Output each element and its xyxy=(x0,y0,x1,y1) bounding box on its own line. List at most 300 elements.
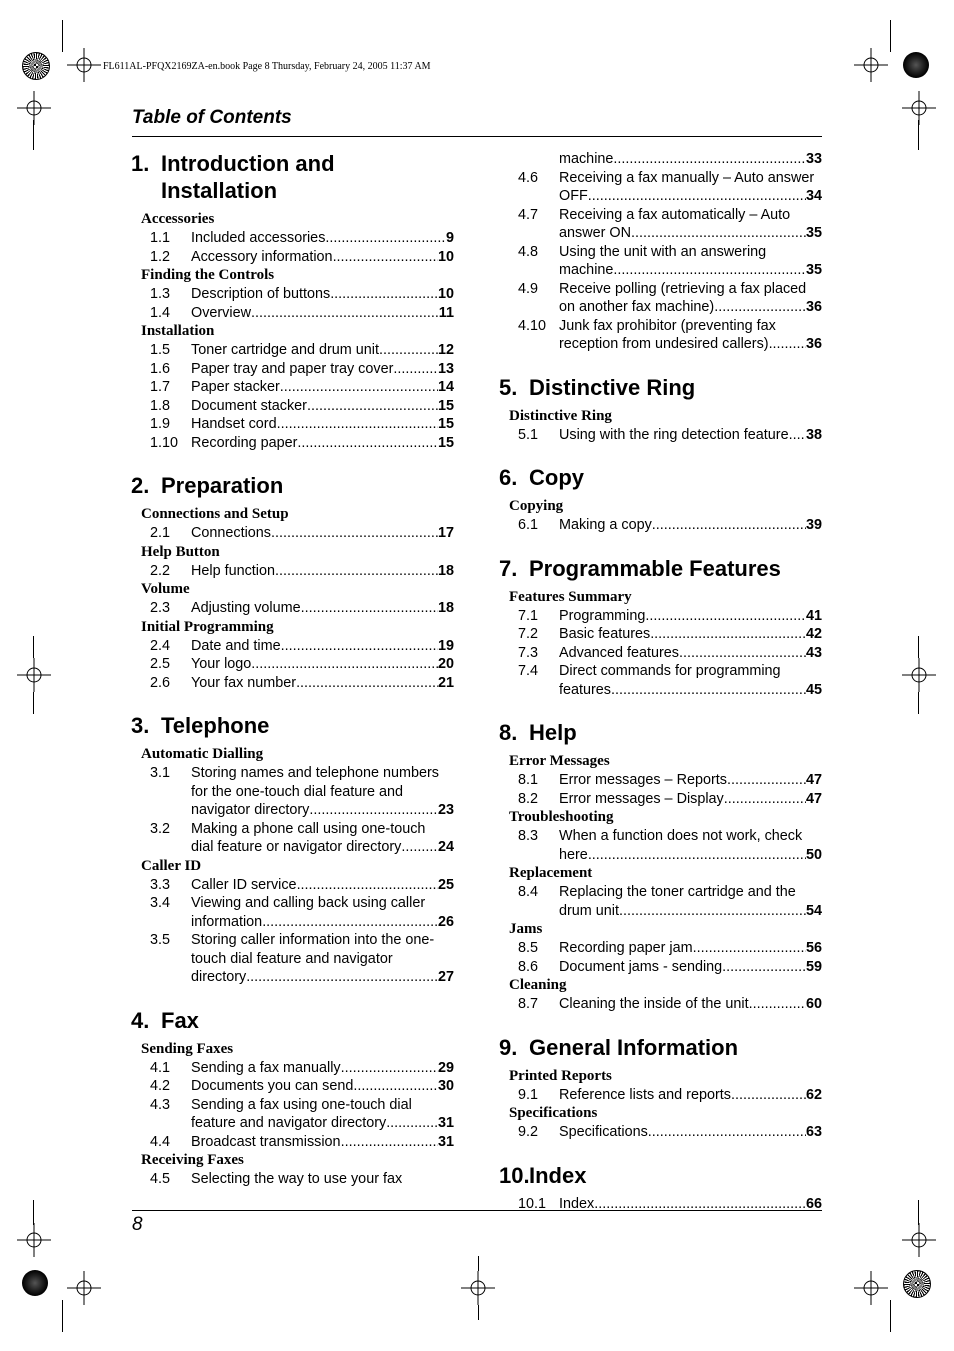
entry-number: 1.1 xyxy=(150,230,171,246)
crosshair-target-icon xyxy=(902,658,936,692)
entry-title: Included accessories xyxy=(191,230,326,246)
entry-line xyxy=(559,958,822,977)
entry-title: Accessory information xyxy=(191,248,333,265)
entry-title: Connections xyxy=(191,525,271,541)
dot-leader xyxy=(679,644,806,663)
dot-leader xyxy=(650,625,806,644)
toc-entry[interactable] xyxy=(499,1195,822,1214)
toc-entry[interactable] xyxy=(131,304,454,323)
entry-line xyxy=(191,838,454,857)
entry-title: Making a phone call using one-touch xyxy=(191,820,426,837)
entry-page: 36 xyxy=(805,336,822,352)
crosshair-target-icon xyxy=(902,1223,936,1257)
dot-leader xyxy=(619,902,806,921)
chapter-heading xyxy=(499,555,822,582)
entry-number: 9.1 xyxy=(518,1086,539,1103)
chapter-heading xyxy=(131,712,454,739)
entry-title: Broadcast transmission xyxy=(191,1133,341,1150)
section-heading: Connections and Setup xyxy=(141,506,289,522)
page-number: 8 xyxy=(132,1214,143,1235)
entry-title: for the one-touch dial feature and xyxy=(191,783,404,800)
entry-line xyxy=(559,261,822,280)
toc-entry[interactable] xyxy=(499,426,822,445)
toc-entry[interactable] xyxy=(131,229,454,248)
entry-line xyxy=(191,894,454,913)
dot-leader xyxy=(246,968,438,987)
entry-number: 8.6 xyxy=(518,958,539,975)
entry-page: 29 xyxy=(437,1059,454,1076)
entry-line xyxy=(559,771,822,790)
entry-page: 50 xyxy=(805,846,822,863)
entry-title: Sending a fax using one-touch dial xyxy=(191,1096,412,1113)
entry-title: Replacing the toner cartridge and the xyxy=(559,884,796,900)
entry-number: 1.8 xyxy=(150,397,171,414)
print-info: FL611AL-PFQX2169ZA-en.book Page 8 Thursday, February 24, 2005 11:37 AM xyxy=(103,61,431,72)
section-heading: Accessories xyxy=(141,211,215,227)
dot-leader xyxy=(393,360,438,379)
entry-line xyxy=(191,820,454,839)
entry-page: 45 xyxy=(805,681,822,698)
entry-line xyxy=(191,360,454,379)
entry-number: 3.2 xyxy=(150,820,171,837)
entry-title: Programming xyxy=(559,607,646,624)
entry-line xyxy=(191,950,454,969)
entry-title: OFF xyxy=(559,188,588,204)
entry-line xyxy=(559,790,822,809)
entry-number: 4.7 xyxy=(518,206,539,223)
entry-line xyxy=(559,187,822,206)
page-header-title: Table of Contents xyxy=(132,107,292,128)
crop-mark xyxy=(918,120,919,150)
toc-entry[interactable] xyxy=(499,939,822,958)
entry-page: 42 xyxy=(805,626,822,642)
entry-page: 36 xyxy=(805,299,822,315)
entry-number: 4.9 xyxy=(518,280,539,297)
entry-title: Using the unit with an answering xyxy=(559,243,767,260)
entry-page: 66 xyxy=(805,1195,822,1212)
toc-entry[interactable] xyxy=(499,516,822,535)
entry-title: When a function does not work, check xyxy=(559,828,803,844)
toc-entry[interactable] xyxy=(499,995,822,1014)
header-rule xyxy=(132,136,822,137)
crop-mark xyxy=(918,1200,919,1225)
entry-page: 34 xyxy=(805,188,822,204)
toc-entry[interactable] xyxy=(499,771,822,790)
entry-page: 31 xyxy=(437,1115,454,1131)
entry-title: machine xyxy=(559,151,614,167)
entry-number: 4.3 xyxy=(150,1096,171,1113)
dot-leader xyxy=(341,1059,438,1078)
entry-title: Help function xyxy=(191,562,275,579)
dot-leader xyxy=(262,913,438,932)
entry-title: machine xyxy=(559,262,614,278)
entry-line xyxy=(559,883,822,902)
entry-line xyxy=(191,1077,454,1096)
toc-entry[interactable] xyxy=(131,248,454,267)
entry-line xyxy=(191,378,454,397)
entry-page: 15 xyxy=(437,397,454,414)
dot-leader xyxy=(297,876,438,895)
entry-line xyxy=(559,298,822,317)
dot-leader xyxy=(379,341,438,360)
entry-number: 5.1 xyxy=(518,426,539,443)
dot-leader xyxy=(280,378,438,397)
entry-line xyxy=(191,876,454,895)
dot-leader xyxy=(251,655,438,674)
crop-mark xyxy=(918,692,919,714)
entry-title: Recording paper jam xyxy=(559,940,693,956)
entry-page: 20 xyxy=(437,656,454,672)
entry-line xyxy=(559,243,822,262)
entry-title: Sending a fax manually xyxy=(191,1059,341,1076)
entry-title: touch dial feature and navigator xyxy=(191,950,393,967)
entry-line xyxy=(559,644,822,663)
dot-leader xyxy=(724,790,806,809)
toc-entry[interactable] xyxy=(499,625,822,644)
chapter-heading xyxy=(499,464,822,491)
crosshair-target-icon xyxy=(17,91,51,125)
crop-mark xyxy=(33,1200,34,1225)
dot-leader xyxy=(333,248,438,267)
entry-page: 62 xyxy=(805,1086,822,1103)
entry-title: Storing names and telephone numbers xyxy=(191,765,439,781)
toc-left-column xyxy=(131,150,454,1189)
toc-entry[interactable] xyxy=(131,341,454,360)
entry-page: 15 xyxy=(437,416,454,432)
entry-page: 43 xyxy=(805,644,822,661)
crop-mark xyxy=(478,1256,479,1271)
toc-entry[interactable] xyxy=(499,662,822,699)
crosshair-target-icon xyxy=(17,658,51,692)
entry-number: 10.1 xyxy=(518,1195,547,1212)
toc-entry[interactable] xyxy=(499,1123,822,1142)
crop-mark xyxy=(890,20,891,52)
entry-number: 8.7 xyxy=(518,996,539,1012)
toc-entry[interactable] xyxy=(131,285,454,304)
entry-line xyxy=(191,341,454,360)
entry-line xyxy=(191,801,454,820)
toc-entry[interactable] xyxy=(131,820,454,857)
entry-page: 18 xyxy=(437,562,454,579)
entry-title: Basic features xyxy=(559,626,651,642)
chapter-heading xyxy=(499,1162,822,1189)
entry-number: 9.2 xyxy=(518,1124,539,1140)
toc-entry[interactable] xyxy=(131,655,454,674)
dot-leader xyxy=(693,939,806,958)
crosshair-target-icon xyxy=(461,1271,495,1305)
toc-entry[interactable] xyxy=(131,1096,454,1133)
crosshair-target-icon xyxy=(67,48,101,82)
crop-mark xyxy=(918,636,919,658)
entry-number: 8.3 xyxy=(518,828,539,844)
chapter-heading xyxy=(499,1034,822,1061)
entry-number: 4.10 xyxy=(518,317,547,334)
entry-number: 1.3 xyxy=(150,286,171,302)
entry-title: Cleaning the inside of the unit xyxy=(559,996,749,1012)
entry-title: Receiving a fax automatically – Auto xyxy=(559,206,791,223)
toc-right-column xyxy=(499,150,822,1213)
chapter-heading xyxy=(499,719,822,746)
entry-title: Paper stacker xyxy=(191,379,280,395)
entry-title: Your logo xyxy=(191,656,252,672)
entry-line xyxy=(191,285,454,304)
entry-title: Adjusting volume xyxy=(191,600,301,616)
entry-title: Making a copy xyxy=(559,517,652,533)
entry-line xyxy=(191,931,454,950)
section-heading: Distinctive Ring xyxy=(509,407,612,424)
entry-line xyxy=(191,1059,454,1078)
dot-leader xyxy=(251,304,439,323)
toc-entry[interactable] xyxy=(131,562,454,581)
entry-title: features xyxy=(559,681,611,698)
entry-page: 12 xyxy=(437,342,454,358)
toc-entry[interactable] xyxy=(499,644,822,663)
entry-number: 1.5 xyxy=(150,342,171,358)
dot-leader xyxy=(309,801,438,820)
crop-mark xyxy=(890,1300,891,1332)
entry-line xyxy=(559,939,822,958)
toc-entry[interactable] xyxy=(499,150,822,169)
entry-number: 2.5 xyxy=(150,656,171,672)
toc-entry[interactable] xyxy=(131,397,454,416)
entry-number: 7.1 xyxy=(518,607,539,624)
toc-entry[interactable] xyxy=(499,827,822,864)
entry-page: 54 xyxy=(805,902,822,919)
entry-title: Paper tray and paper tray cover xyxy=(191,360,394,377)
entry-page: 33 xyxy=(805,151,822,167)
toc-entry[interactable] xyxy=(131,931,454,987)
entry-title: answer ON xyxy=(559,225,631,241)
entry-number: 3.4 xyxy=(150,895,171,911)
dot-leader xyxy=(296,674,438,693)
entry-number: 8.2 xyxy=(518,790,539,807)
toc-entry[interactable] xyxy=(131,524,454,543)
entry-number: 3.5 xyxy=(150,932,171,948)
entry-title: Your fax number xyxy=(191,674,297,691)
entry-title: Toner cartridge and drum unit xyxy=(191,342,379,358)
entry-line xyxy=(559,607,822,626)
crop-mark xyxy=(62,1300,63,1332)
entry-page: 31 xyxy=(437,1133,454,1150)
entry-line xyxy=(559,846,822,865)
toc-entry[interactable] xyxy=(499,243,822,280)
toc-entry[interactable] xyxy=(499,317,822,354)
dot-leader xyxy=(275,562,438,581)
entry-line xyxy=(559,516,822,535)
entry-line xyxy=(191,562,454,581)
dot-leader xyxy=(588,846,806,865)
entry-line xyxy=(559,662,822,681)
entry-page: 19 xyxy=(437,637,454,654)
toc-entry[interactable] xyxy=(131,1170,454,1189)
toc-entry[interactable] xyxy=(131,1077,454,1096)
section-heading: Features Summary xyxy=(509,588,632,605)
section-heading: Initial Programming xyxy=(141,618,274,635)
toc-entry[interactable] xyxy=(131,894,454,931)
toc-entry[interactable] xyxy=(131,764,454,820)
entry-number: 1.6 xyxy=(150,360,171,377)
spacer xyxy=(499,1142,822,1162)
entry-line xyxy=(559,827,822,846)
entry-page: 38 xyxy=(805,426,822,443)
dot-leader xyxy=(353,1077,438,1096)
chapter-number: 6. xyxy=(499,465,518,490)
entry-line xyxy=(191,674,454,693)
dot-leader xyxy=(307,397,438,416)
toc-entry[interactable] xyxy=(499,607,822,626)
chapter-title: Preparation xyxy=(161,473,284,498)
entry-line xyxy=(191,434,454,453)
chapter-title: General Information xyxy=(529,1034,739,1060)
entry-page: 59 xyxy=(805,958,822,975)
toc-entry[interactable] xyxy=(499,958,822,977)
entry-title: here xyxy=(559,846,588,863)
entry-line xyxy=(191,764,454,783)
entry-line xyxy=(559,1123,822,1142)
entry-title: Receive polling (retrieving a fax placed xyxy=(559,280,807,297)
section-heading: Error Messages xyxy=(509,753,610,769)
dot-leader xyxy=(769,335,806,354)
dot-leader xyxy=(271,524,438,543)
dot-leader xyxy=(648,1123,806,1142)
section-heading: Replacement xyxy=(509,865,593,881)
entry-title: Junk fax prohibitor (preventing fax xyxy=(559,317,776,334)
crosshair-target-icon xyxy=(854,1271,888,1305)
entry-line xyxy=(559,169,822,188)
dot-leader xyxy=(301,599,438,618)
entry-number: 7.2 xyxy=(518,626,539,642)
entry-page: 11 xyxy=(438,304,454,321)
entry-page: 23 xyxy=(437,802,454,818)
entry-line xyxy=(191,783,454,802)
toc-entry[interactable] xyxy=(131,674,454,693)
dot-leader xyxy=(341,1133,438,1152)
crop-mark xyxy=(62,20,63,52)
entry-number: 4.5 xyxy=(150,1171,171,1187)
spacer xyxy=(131,987,454,1007)
entry-line xyxy=(191,304,454,323)
entry-number: 3.1 xyxy=(150,765,171,781)
entry-line xyxy=(559,224,822,243)
entry-page: 35 xyxy=(805,262,822,278)
entry-line xyxy=(559,1195,822,1214)
dot-leader xyxy=(722,958,806,977)
dot-leader xyxy=(594,1195,806,1214)
chapter-heading xyxy=(499,374,822,401)
entry-number: 8.1 xyxy=(518,772,539,788)
toc-entry[interactable] xyxy=(131,599,454,618)
toc-entry[interactable] xyxy=(499,790,822,809)
entry-number: 2.3 xyxy=(150,600,171,616)
toc-entry[interactable] xyxy=(131,415,454,434)
chapter-number: 10. xyxy=(499,1162,530,1188)
registration-ball-bottom-right xyxy=(903,1270,931,1298)
registration-ball-top-left xyxy=(22,52,50,80)
entry-title: Overview xyxy=(191,304,251,321)
entry-title: Document jams - sending xyxy=(559,958,723,975)
entry-number: 4.2 xyxy=(150,1078,171,1094)
entry-page: 30 xyxy=(437,1078,454,1094)
entry-page: 35 xyxy=(805,225,822,241)
toc-entry[interactable] xyxy=(499,883,822,920)
entry-title: Receiving a fax manually – Auto answer xyxy=(559,169,815,186)
toc-entry[interactable] xyxy=(499,1086,822,1105)
chapter-number: 5. xyxy=(499,374,518,400)
toc-entry[interactable] xyxy=(131,876,454,895)
section-heading: Receiving Faxes xyxy=(141,1152,244,1168)
section-heading: Cleaning xyxy=(509,977,567,993)
entry-line xyxy=(559,317,822,336)
entry-page: 41 xyxy=(805,607,822,624)
toc-entry[interactable] xyxy=(131,1059,454,1078)
section-heading: Installation xyxy=(141,323,215,339)
entry-line xyxy=(191,397,454,416)
entry-page: 26 xyxy=(437,913,454,930)
entry-page: 9 xyxy=(445,230,454,246)
chapter-number: 4. xyxy=(131,1007,150,1033)
dot-leader xyxy=(588,187,806,206)
toc-entry[interactable] xyxy=(131,360,454,379)
spacer xyxy=(131,692,454,712)
entry-page: 17 xyxy=(437,525,454,541)
spacer xyxy=(499,699,822,719)
chapter-title: Copy xyxy=(529,465,584,490)
chapter-number: 8. xyxy=(499,720,518,745)
entry-title: Specifications xyxy=(559,1124,648,1140)
entry-title: Direct commands for programming xyxy=(559,663,781,679)
entry-title: Index xyxy=(559,1195,595,1212)
entry-title: directory xyxy=(191,969,247,985)
chapter-heading xyxy=(131,472,454,499)
spacer xyxy=(499,354,822,374)
entry-title: Reference lists and reports xyxy=(559,1086,731,1103)
entry-title: Handset cord xyxy=(191,416,277,432)
crosshair-target-icon xyxy=(902,91,936,125)
entry-line xyxy=(559,335,822,354)
toc-entry[interactable] xyxy=(499,280,822,317)
section-heading: Troubleshooting xyxy=(509,809,614,825)
dot-leader xyxy=(613,150,806,169)
toc-entry[interactable] xyxy=(499,206,822,243)
entry-line xyxy=(191,655,454,674)
dot-leader xyxy=(281,637,438,656)
entry-number: 8.4 xyxy=(518,884,539,900)
entry-page: 47 xyxy=(805,772,822,788)
spacer xyxy=(499,1014,822,1034)
entry-title: Caller ID service xyxy=(191,876,297,893)
chapter-heading xyxy=(131,1007,454,1034)
dot-leader xyxy=(749,995,806,1014)
dot-leader xyxy=(386,1114,438,1133)
toc-entry[interactable] xyxy=(131,434,454,453)
toc-entry[interactable] xyxy=(131,637,454,656)
toc-entry[interactable] xyxy=(499,169,822,206)
entry-number: 8.5 xyxy=(518,940,539,956)
section-heading: Finding the Controls xyxy=(141,267,275,283)
entry-page: 24 xyxy=(437,839,454,855)
crop-mark xyxy=(478,1305,479,1320)
chapter-number: 1. xyxy=(131,151,150,176)
crop-mark xyxy=(33,120,34,150)
entry-title: Documents you can send xyxy=(191,1078,354,1094)
toc-entry[interactable] xyxy=(131,1133,454,1152)
entry-line xyxy=(559,681,822,700)
toc-entry[interactable] xyxy=(131,378,454,397)
entry-page: 56 xyxy=(805,940,822,956)
entry-page: 27 xyxy=(437,969,454,985)
entry-title: Recording paper xyxy=(191,434,298,451)
entry-page: 25 xyxy=(437,876,454,893)
